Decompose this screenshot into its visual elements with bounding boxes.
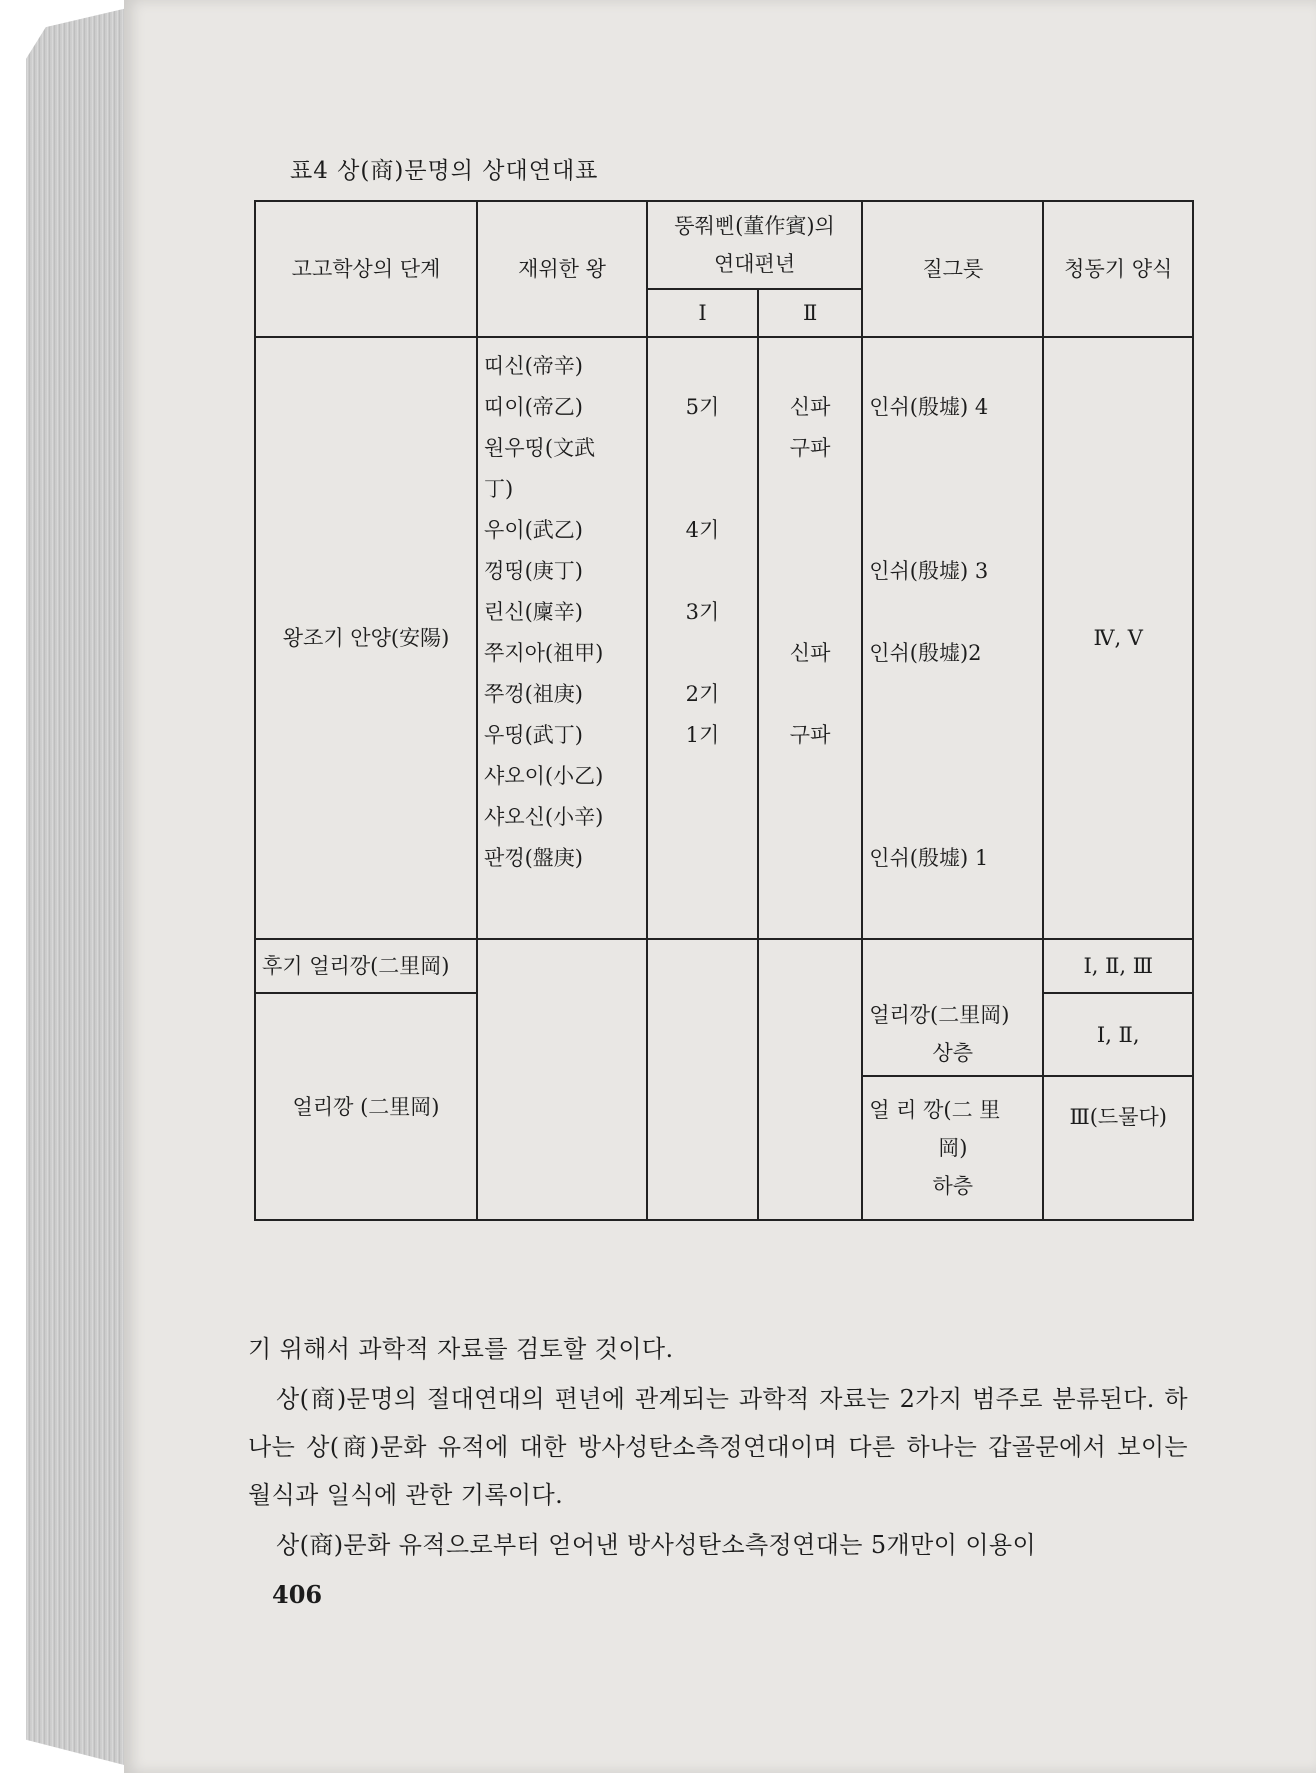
relative-chronology-table bbox=[254, 200, 1194, 1221]
col2-item bbox=[765, 551, 855, 592]
pottery-item bbox=[869, 346, 1036, 387]
pottery-item bbox=[869, 756, 1036, 797]
king-item: 丁) bbox=[484, 477, 514, 501]
pottery-item: 인쉬(殷墟) 3 bbox=[869, 559, 989, 583]
page-number: 406 bbox=[272, 1580, 323, 1609]
upper-line2: 상층 bbox=[932, 1041, 974, 1065]
col2-item bbox=[765, 469, 855, 510]
anyang-row bbox=[255, 337, 1193, 939]
erligang-upper-bronze: Ⅰ, Ⅱ, bbox=[1043, 993, 1193, 1076]
col2-item: 신파 bbox=[789, 641, 831, 665]
erligang-stage: 얼리깡 (二里岡) bbox=[255, 993, 477, 1220]
king-item: 린신(廩辛) bbox=[484, 600, 583, 624]
col1-item bbox=[654, 469, 751, 510]
body-paragraph-2: 상(商)문명의 절대연대의 편년에 관계되는 과학적 자료는 2가지 범주로 분류된다. 하나는 상(商)문화 유적에 대한 방사성탄소측정연대이며 다른 하나는 갑골문에서 보이는 월식과 일식에 관한 기록이다. bbox=[248, 1385, 1188, 1509]
king-item: 우띵(武丁) bbox=[484, 723, 583, 747]
late-erligang-pottery-empty bbox=[862, 939, 1043, 993]
col2-item: 구파 bbox=[789, 436, 831, 460]
col1-item: 4기 bbox=[685, 518, 720, 542]
king-item: 껑띵(庚丁) bbox=[484, 559, 583, 583]
late-erligang-stage: 후기 얼리깡(二里岡) bbox=[255, 939, 477, 993]
pottery-item bbox=[869, 592, 1036, 633]
king-item: 띠신(帝辛) bbox=[484, 354, 583, 378]
col1-item: 5기 bbox=[685, 395, 720, 419]
king-item: 원우띵(文武 bbox=[484, 436, 596, 460]
pottery-item bbox=[869, 715, 1036, 756]
lower-line2: 岡) bbox=[938, 1136, 968, 1160]
anyang-kings bbox=[477, 337, 647, 939]
erligang-col1-empty bbox=[647, 939, 758, 1220]
late-erligang-bronze: Ⅰ, Ⅱ, Ⅲ bbox=[1043, 939, 1193, 993]
header-dong-chronology bbox=[647, 201, 862, 289]
pottery-item: 인쉬(殷墟)2 bbox=[869, 641, 982, 665]
late-erligang-row bbox=[255, 939, 1193, 993]
king-item: 샤오이(小乙) bbox=[484, 764, 604, 788]
pottery-item: 인쉬(殷墟) 4 bbox=[869, 395, 989, 419]
lower-line1: 얼 리 깡(二 里 bbox=[869, 1098, 1001, 1122]
header-bronze: 청동기 양식 bbox=[1043, 201, 1193, 337]
col1-item bbox=[654, 633, 751, 674]
erligang-king-empty bbox=[477, 939, 647, 1220]
header-dong-line2: 연대편년 bbox=[713, 252, 796, 276]
col2-item: 신파 bbox=[789, 395, 831, 419]
pottery-item: 인쉬(殷墟) 1 bbox=[869, 846, 989, 870]
lower-line3: 하층 bbox=[932, 1174, 974, 1198]
pottery-item bbox=[869, 674, 1036, 715]
col2-item bbox=[765, 346, 855, 387]
anyang-stage: 왕조기 안양(安陽) bbox=[255, 337, 477, 939]
body-paragraph-1: 기 위해서 과학적 자료를 검토할 것이다. bbox=[248, 1335, 674, 1363]
col1-item: 1기 bbox=[685, 723, 720, 747]
col1-item bbox=[654, 428, 751, 469]
header-col1: Ⅰ bbox=[647, 289, 758, 337]
col1-item: 2기 bbox=[685, 682, 720, 706]
body-paragraph-3: 상(商)문화 유적으로부터 얻어낸 방사성탄소측정연대는 5개만이 이용이 bbox=[276, 1531, 1037, 1559]
col2-item bbox=[765, 510, 855, 551]
col2-item: 구파 bbox=[789, 723, 831, 747]
king-item: 쭈지아(祖甲) bbox=[484, 641, 604, 665]
col2-item bbox=[765, 592, 855, 633]
header-pottery: 질그릇 bbox=[862, 201, 1043, 337]
col2-item bbox=[765, 674, 855, 715]
anyang-bronze: Ⅳ, Ⅴ bbox=[1043, 337, 1193, 939]
book-page-edges bbox=[26, 6, 136, 1768]
header-row bbox=[255, 201, 1193, 289]
king-item: 쭈껑(祖庚) bbox=[484, 682, 583, 706]
upper-line1: 얼리깡(二里岡) bbox=[869, 1003, 1010, 1027]
king-item: 샤오신(小辛) bbox=[484, 805, 604, 829]
pottery-item bbox=[869, 797, 1036, 838]
king-item: 우이(武乙) bbox=[484, 518, 583, 542]
table-caption: 표4 상(商)문명의 상대연대표 bbox=[290, 158, 599, 184]
col1-item: 3기 bbox=[685, 600, 720, 624]
col1-item bbox=[654, 346, 751, 387]
header-col2: Ⅱ bbox=[758, 289, 862, 337]
anyang-pottery bbox=[862, 337, 1043, 939]
king-item: 띠이(帝乙) bbox=[484, 395, 583, 419]
col1-item bbox=[654, 551, 751, 592]
erligang-col2-empty bbox=[758, 939, 862, 1220]
pottery-item bbox=[869, 428, 1036, 469]
erligang-upper-pottery bbox=[862, 993, 1043, 1076]
erligang-lower-pottery bbox=[862, 1076, 1043, 1220]
anyang-col1 bbox=[647, 337, 758, 939]
king-item: 판껑(盤庚) bbox=[484, 846, 583, 870]
pottery-item bbox=[869, 469, 1036, 510]
pottery-item bbox=[869, 510, 1036, 551]
erligang-lower-bronze: Ⅲ(드물다) bbox=[1043, 1076, 1193, 1220]
header-king: 재위한 왕 bbox=[477, 201, 647, 337]
anyang-col2 bbox=[758, 337, 862, 939]
header-stage: 고고학상의 단계 bbox=[255, 201, 477, 337]
header-dong-line1: 뚱쭤삔(董作賓)의 bbox=[674, 214, 835, 238]
